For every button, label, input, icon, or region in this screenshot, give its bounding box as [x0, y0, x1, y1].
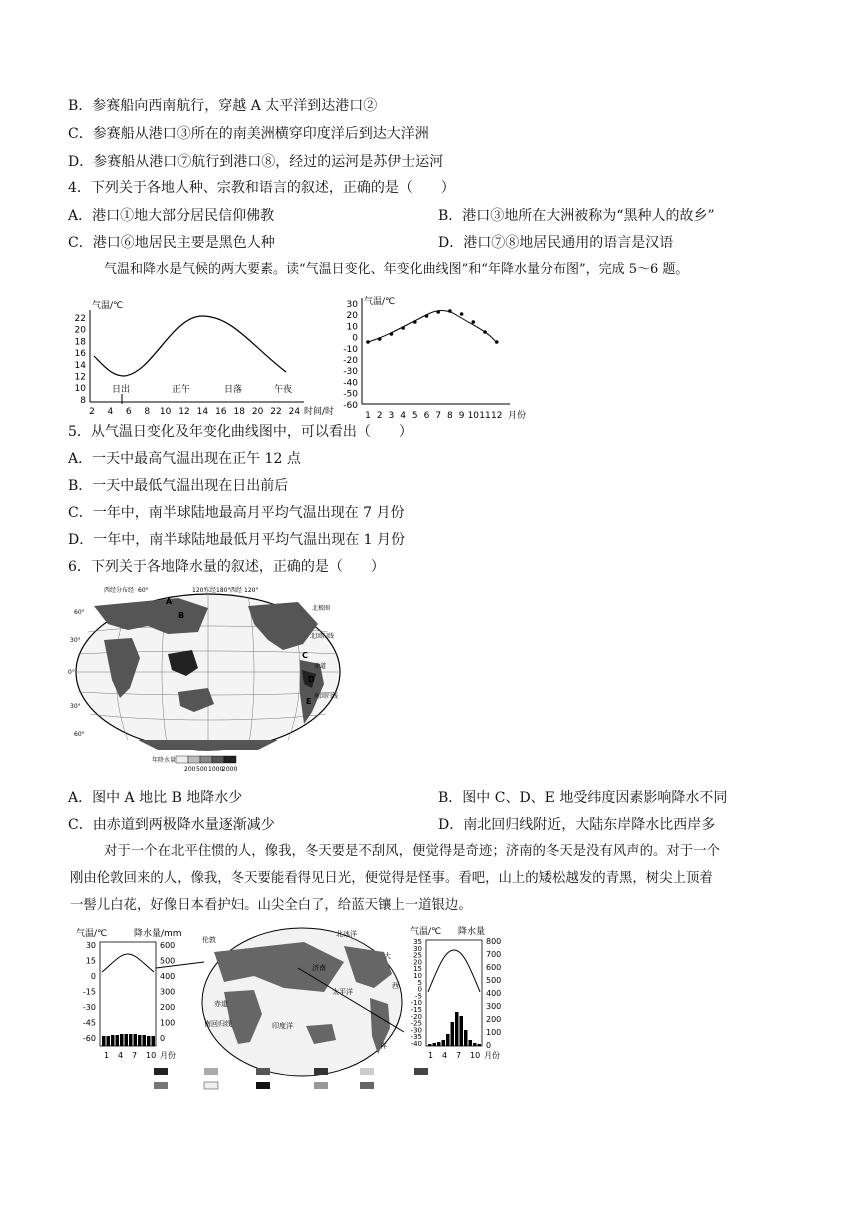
option-5b: B．一天中最低气温出现在日出前后 — [68, 478, 289, 494]
annual-data-point — [460, 312, 464, 316]
annual-xtick-label: 6 — [423, 411, 430, 421]
map-label-indian: 印度洋 — [272, 1022, 293, 1030]
left-temp-tick: 0 — [90, 972, 96, 981]
right-precip-tick: 400 — [486, 989, 502, 998]
left-precip-bar — [138, 1035, 142, 1046]
daily-xtick-label: 8 — [144, 407, 151, 417]
daily-temperature-curve — [94, 316, 286, 376]
left-precip-bar — [125, 1034, 129, 1046]
right-temp-curve — [428, 950, 480, 992]
left-precip-tick: 500 — [160, 956, 176, 966]
option-5d: D．一年中，南半球陆地最低月平均气温出现在 1 月份 — [68, 532, 406, 548]
daily-ylabel: 气温/℃ — [92, 301, 124, 311]
right-temp-tick: 25 — [413, 951, 422, 960]
map-right-label-1: 北极圈 — [312, 605, 331, 612]
annual-ytick-label: -30 — [343, 367, 358, 378]
antarctica-shape — [138, 740, 278, 750]
annual-xtick-label: 5 — [411, 411, 418, 421]
map-left-label-3: 0° — [68, 669, 75, 676]
right-temp-tick: 30 — [413, 944, 422, 953]
map-letter-a: A — [166, 597, 173, 606]
option-4a: A．港口①地大部分居民信仰佛教 — [68, 208, 275, 224]
question-6: 6．下列关于各地降水量的叙述，正确的是（ ） — [68, 559, 385, 575]
option-3b: B．参赛船向西南航行，穿越 A 太平洋到达港口② — [68, 98, 378, 114]
right-ylabel-temp: 气温/℃ — [410, 927, 442, 937]
left-precip-bar — [116, 1035, 120, 1046]
annual-data-point — [472, 320, 476, 324]
annual-xtick-label: 7 — [435, 411, 442, 421]
right-precip-bar — [446, 1034, 450, 1046]
right-precip-bar — [469, 1040, 473, 1046]
annual-ytick-label: 0 — [352, 333, 358, 344]
map-right-label-4: 南回归线 — [314, 693, 339, 700]
annual-data-point — [483, 330, 487, 334]
daily-xtick-label: 12 — [178, 407, 190, 417]
option-6d: D．南北回归线附近，大陆东岸降水比西岸多 — [438, 817, 716, 833]
annual-data-point — [413, 320, 417, 324]
right-precip-bar — [442, 1040, 446, 1046]
annual-data-point — [378, 337, 382, 341]
right-temp-tick: 20 — [413, 958, 422, 967]
right-xtick: 7 — [456, 1051, 462, 1060]
daily-xtick-label: 6 — [125, 407, 132, 417]
annual-data-point — [425, 314, 429, 318]
map-label-arctic: 北冰洋 — [336, 930, 357, 938]
right-temp-tick: 0 — [417, 985, 422, 994]
right-xtick: 1 — [428, 1051, 434, 1060]
daily-temperature-chart — [72, 296, 334, 420]
left-precip-bar — [152, 1036, 156, 1046]
left-temp-tick: -60 — [82, 1034, 96, 1043]
daily-ytick-label: 20 — [74, 325, 86, 336]
daily-ytick-label: 8 — [80, 395, 86, 406]
map-label-jinan: 济南 — [312, 964, 326, 972]
left-precip-bar — [147, 1036, 151, 1046]
map-label-london: 伦敦 — [202, 936, 216, 944]
map-label-pacific: 太平洋 — [332, 988, 353, 996]
right-temp-tick: -25 — [410, 1019, 422, 1028]
annual-xtick-label: 8 — [447, 411, 453, 421]
right-precip-bar — [451, 1022, 455, 1046]
annual-xtick-label: 9 — [458, 411, 465, 421]
question-5: 5．从气温日变化及年变化曲线图中，可以看出（ ） — [68, 424, 413, 440]
option-3c: C．参赛船从港口③所在的南美洲横穿印度洋后到达大洋洲 — [68, 126, 429, 142]
left-precip-bar — [107, 1036, 111, 1046]
left-xtick: 10 — [146, 1051, 157, 1060]
annual-data-point — [390, 332, 394, 336]
annual-temperature-chart — [338, 294, 538, 422]
right-temp-tick: -20 — [410, 1012, 422, 1021]
annual-ytick-label: -40 — [343, 378, 358, 389]
daily-xtick-label: 10 — [159, 407, 172, 417]
right-temp-tick: 10 — [413, 972, 422, 980]
right-temp-tick: 5 — [417, 978, 422, 987]
event-midnight: 午夜 — [274, 385, 293, 395]
left-precip-tick: 600 — [160, 941, 176, 950]
daily-xtick-label: 22 — [270, 407, 282, 417]
map-top-label-7: 120° — [244, 587, 259, 594]
right-temp-tick: -40 — [410, 1040, 422, 1048]
map-label-xi: 西 — [392, 982, 399, 990]
left-xtick: 7 — [132, 1051, 138, 1060]
map-letter-e: E — [306, 697, 312, 706]
annual-ytick-label: -20 — [343, 356, 358, 366]
left-temp-curve — [102, 954, 154, 972]
option-5a: A．一天中最高气温出现在正午 12 点 — [68, 451, 301, 467]
daily-xtick-label: 16 — [215, 407, 227, 417]
passage-line-3: 一髻儿白花，好像日本看护妇。山尖全白了，给蓝天镶上一道银边。 — [70, 898, 472, 913]
map-top-label-2: 60° — [138, 587, 149, 594]
map-top-label-6: 西经 — [230, 587, 243, 594]
daily-ytick-label: 16 — [74, 349, 86, 360]
right-temp-tick: -10 — [410, 999, 422, 1008]
map-right-label-2: 北回归线 — [310, 633, 335, 640]
annual-data-point — [366, 340, 370, 344]
map-left-label-2: 30° — [70, 637, 81, 644]
option-3d: D．参赛船从港口⑦航行到港口⑧，经过的运河是苏伊士运河 — [68, 154, 444, 170]
daily-ytick-label: 18 — [74, 337, 86, 348]
right-xtick: 月份 — [484, 1051, 500, 1060]
annual-xtick-label: 11 — [479, 411, 491, 421]
right-xtick: 10 — [470, 1051, 481, 1060]
legend-value-3: 1000 — [208, 766, 224, 773]
daily-xtick-label: 24 — [288, 407, 301, 417]
left-precip-bar — [134, 1034, 138, 1046]
event-sunrise: 日出 — [112, 385, 131, 395]
right-precip-tick: 100 — [486, 1028, 502, 1037]
annual-ytick-label: 30 — [346, 300, 358, 310]
annual-ytick-label: 10 — [346, 322, 358, 333]
option-6c: C．由赤道到两极降水量逐渐减少 — [68, 817, 275, 833]
left-temp-tick: 30 — [85, 941, 96, 950]
left-precip-tick: 300 — [160, 987, 176, 997]
daily-xtick-label: 2 — [89, 407, 95, 417]
right-temp-tick: 35 — [413, 938, 422, 946]
daily-xtick-label: 14 — [196, 407, 209, 417]
daily-ytick-label: 22 — [74, 314, 86, 324]
right-temp-tick: -35 — [410, 1033, 422, 1042]
map-label-equator: 赤道 — [214, 1000, 228, 1008]
right-temp-tick: 15 — [413, 965, 422, 974]
annual-xtick-label: 1 — [365, 411, 371, 421]
daily-xlabel: 时间/时 — [304, 407, 334, 417]
annual-xtick-label: 10 — [467, 411, 480, 421]
option-4b: B．港口③地所在大洲被称为“黑种人的故乡” — [438, 208, 715, 224]
map-label-tropic: 南回归线 — [204, 1020, 232, 1028]
right-temp-tick: -5 — [415, 992, 422, 1001]
map-letter-b: B — [178, 611, 185, 620]
right-precip-bar — [460, 1016, 464, 1046]
right-precip-bar — [437, 1042, 441, 1046]
legend-value-1: 200 — [184, 766, 196, 773]
left-ylabel-precip: 降水量/mm — [134, 929, 182, 939]
left-temp-tick: -15 — [82, 987, 96, 997]
annual-ytick-label: -50 — [343, 389, 358, 400]
daily-ytick-label: 12 — [74, 372, 86, 383]
annual-data-point — [436, 310, 440, 314]
daily-ytick-label: 14 — [74, 360, 86, 371]
climate-figure — [74, 922, 520, 1098]
annual-ytick-label: 20 — [346, 311, 358, 322]
right-xtick: 4 — [442, 1051, 448, 1060]
left-precip-tick: 200 — [160, 1003, 176, 1012]
annual-xtick-label: 2 — [376, 411, 383, 421]
left-precip-tick: 100 — [160, 1018, 176, 1028]
daily-xtick-label: 4 — [107, 407, 114, 417]
map-left-label-4: 30° — [70, 703, 81, 710]
map-left-label-5: 60° — [74, 731, 85, 738]
right-temp-tick: -30 — [410, 1026, 422, 1035]
option-6a: A．图中 A 地比 B 地降水少 — [68, 790, 243, 806]
left-temp-tick: -45 — [82, 1018, 96, 1028]
right-precip-tick: 0 — [486, 1041, 492, 1050]
right-precip-tick: 800 — [486, 937, 502, 946]
passage-line-2: 刚由伦敦回来的人，像我，冬天要能看得见日光，便觉得是怪事。看吧，山上的矮松越发的青黑，树尖上顶着 — [70, 871, 713, 886]
map-top-label-3: 120° — [192, 587, 207, 594]
event-noon: 正午 — [172, 385, 191, 395]
question-4: 4．下列关于各地人种、宗教和语言的叙述，正确的是（ ） — [68, 180, 455, 196]
map-top-label-1: 西经分布经 — [104, 587, 135, 594]
left-precip-bar — [120, 1034, 124, 1046]
option-4d: D．港口⑦⑧地居民通用的语言是汉语 — [438, 235, 674, 251]
left-xtick: 4 — [118, 1051, 124, 1060]
map-top-label-5: 180° — [216, 587, 231, 594]
right-precip-bar — [473, 1043, 477, 1046]
right-precip-tick: 700 — [486, 950, 502, 959]
map-top-label-4: 东经 — [204, 587, 217, 594]
legend-value-4: 2000 — [222, 766, 238, 773]
annual-precipitation-map — [68, 584, 348, 776]
passage-line-1: 对于一个在北平住惯的人，像我，冬天要是不刮风，便觉得是奇迹；济南的冬天是没有风声的。对于一个 — [104, 844, 720, 859]
daily-xtick-label: 20 — [251, 407, 264, 417]
right-precip-bar — [464, 1030, 468, 1046]
left-precip-tick: 400 — [160, 972, 176, 981]
daily-xtick-label: 18 — [233, 407, 245, 417]
right-precip-bar — [455, 1012, 459, 1046]
annual-xtick-label: 3 — [388, 411, 395, 421]
right-precip-tick: 500 — [486, 976, 502, 985]
annual-xlabel: 月份 — [508, 411, 527, 421]
event-sunset: 日落 — [224, 385, 243, 395]
option-6b: B．图中 C、D、E 地受纬度因素影响降水不同 — [438, 790, 728, 806]
left-precip-bar — [143, 1035, 147, 1046]
right-precip-bar — [433, 1043, 437, 1046]
right-ylabel-precip: 降水量 — [458, 927, 486, 937]
map-left-label-1: 60° — [74, 609, 85, 616]
right-precip-tick: 200 — [486, 1015, 502, 1024]
annual-xtick-label: 4 — [400, 411, 406, 421]
left-ylabel-temp: 气温/℃ — [76, 929, 108, 939]
map-letter-c: C — [302, 651, 308, 660]
left-precip-bar — [129, 1034, 133, 1046]
daily-ytick-label: 10 — [74, 384, 86, 395]
right-temp-tick: -15 — [410, 1006, 422, 1014]
annual-xtick-label: 12 — [490, 411, 503, 421]
map-right-label-3: 赤道 — [314, 663, 327, 670]
option-5c: C．一年中，南半球陆地最高月平均气温出现在 7 月份 — [68, 505, 405, 521]
annual-data-point — [448, 309, 452, 313]
right-precip-bar — [428, 1044, 432, 1046]
right-precip-tick: 300 — [486, 1002, 502, 1011]
map-label-da: 大 — [384, 952, 391, 960]
left-temp-tick: -30 — [82, 1003, 96, 1012]
annual-ylabel: 气温/℃ — [364, 297, 396, 307]
annual-temperature-curve — [368, 310, 496, 342]
intro-5-6: 气温和降水是气候的两大要素。读“气温日变化、年变化曲线图”和“年降水量分布图”，完成 5～6 题。 — [104, 262, 689, 277]
annual-data-point — [401, 326, 405, 330]
left-xtick: 月份 — [160, 1051, 176, 1060]
annual-ytick-label: -10 — [343, 344, 358, 355]
annual-ytick-label: -60 — [343, 400, 358, 411]
left-precip-tick: 0 — [160, 1034, 166, 1043]
legend-title: 年降水量 — [152, 757, 177, 764]
option-4c: C．港口⑥地居民主要是黑色人种 — [68, 235, 275, 251]
left-xtick: 1 — [104, 1051, 110, 1060]
left-precip-bar — [111, 1035, 115, 1046]
map-letter-d: D — [308, 675, 315, 684]
left-precip-bar — [102, 1036, 106, 1046]
right-precip-tick: 600 — [486, 963, 502, 972]
annual-data-point — [495, 340, 499, 344]
map-label-yang: 洋 — [380, 1042, 387, 1050]
legend-value-2: 500 — [196, 766, 208, 773]
left-temp-tick: 15 — [85, 956, 96, 966]
right-precip-bar — [478, 1044, 482, 1046]
